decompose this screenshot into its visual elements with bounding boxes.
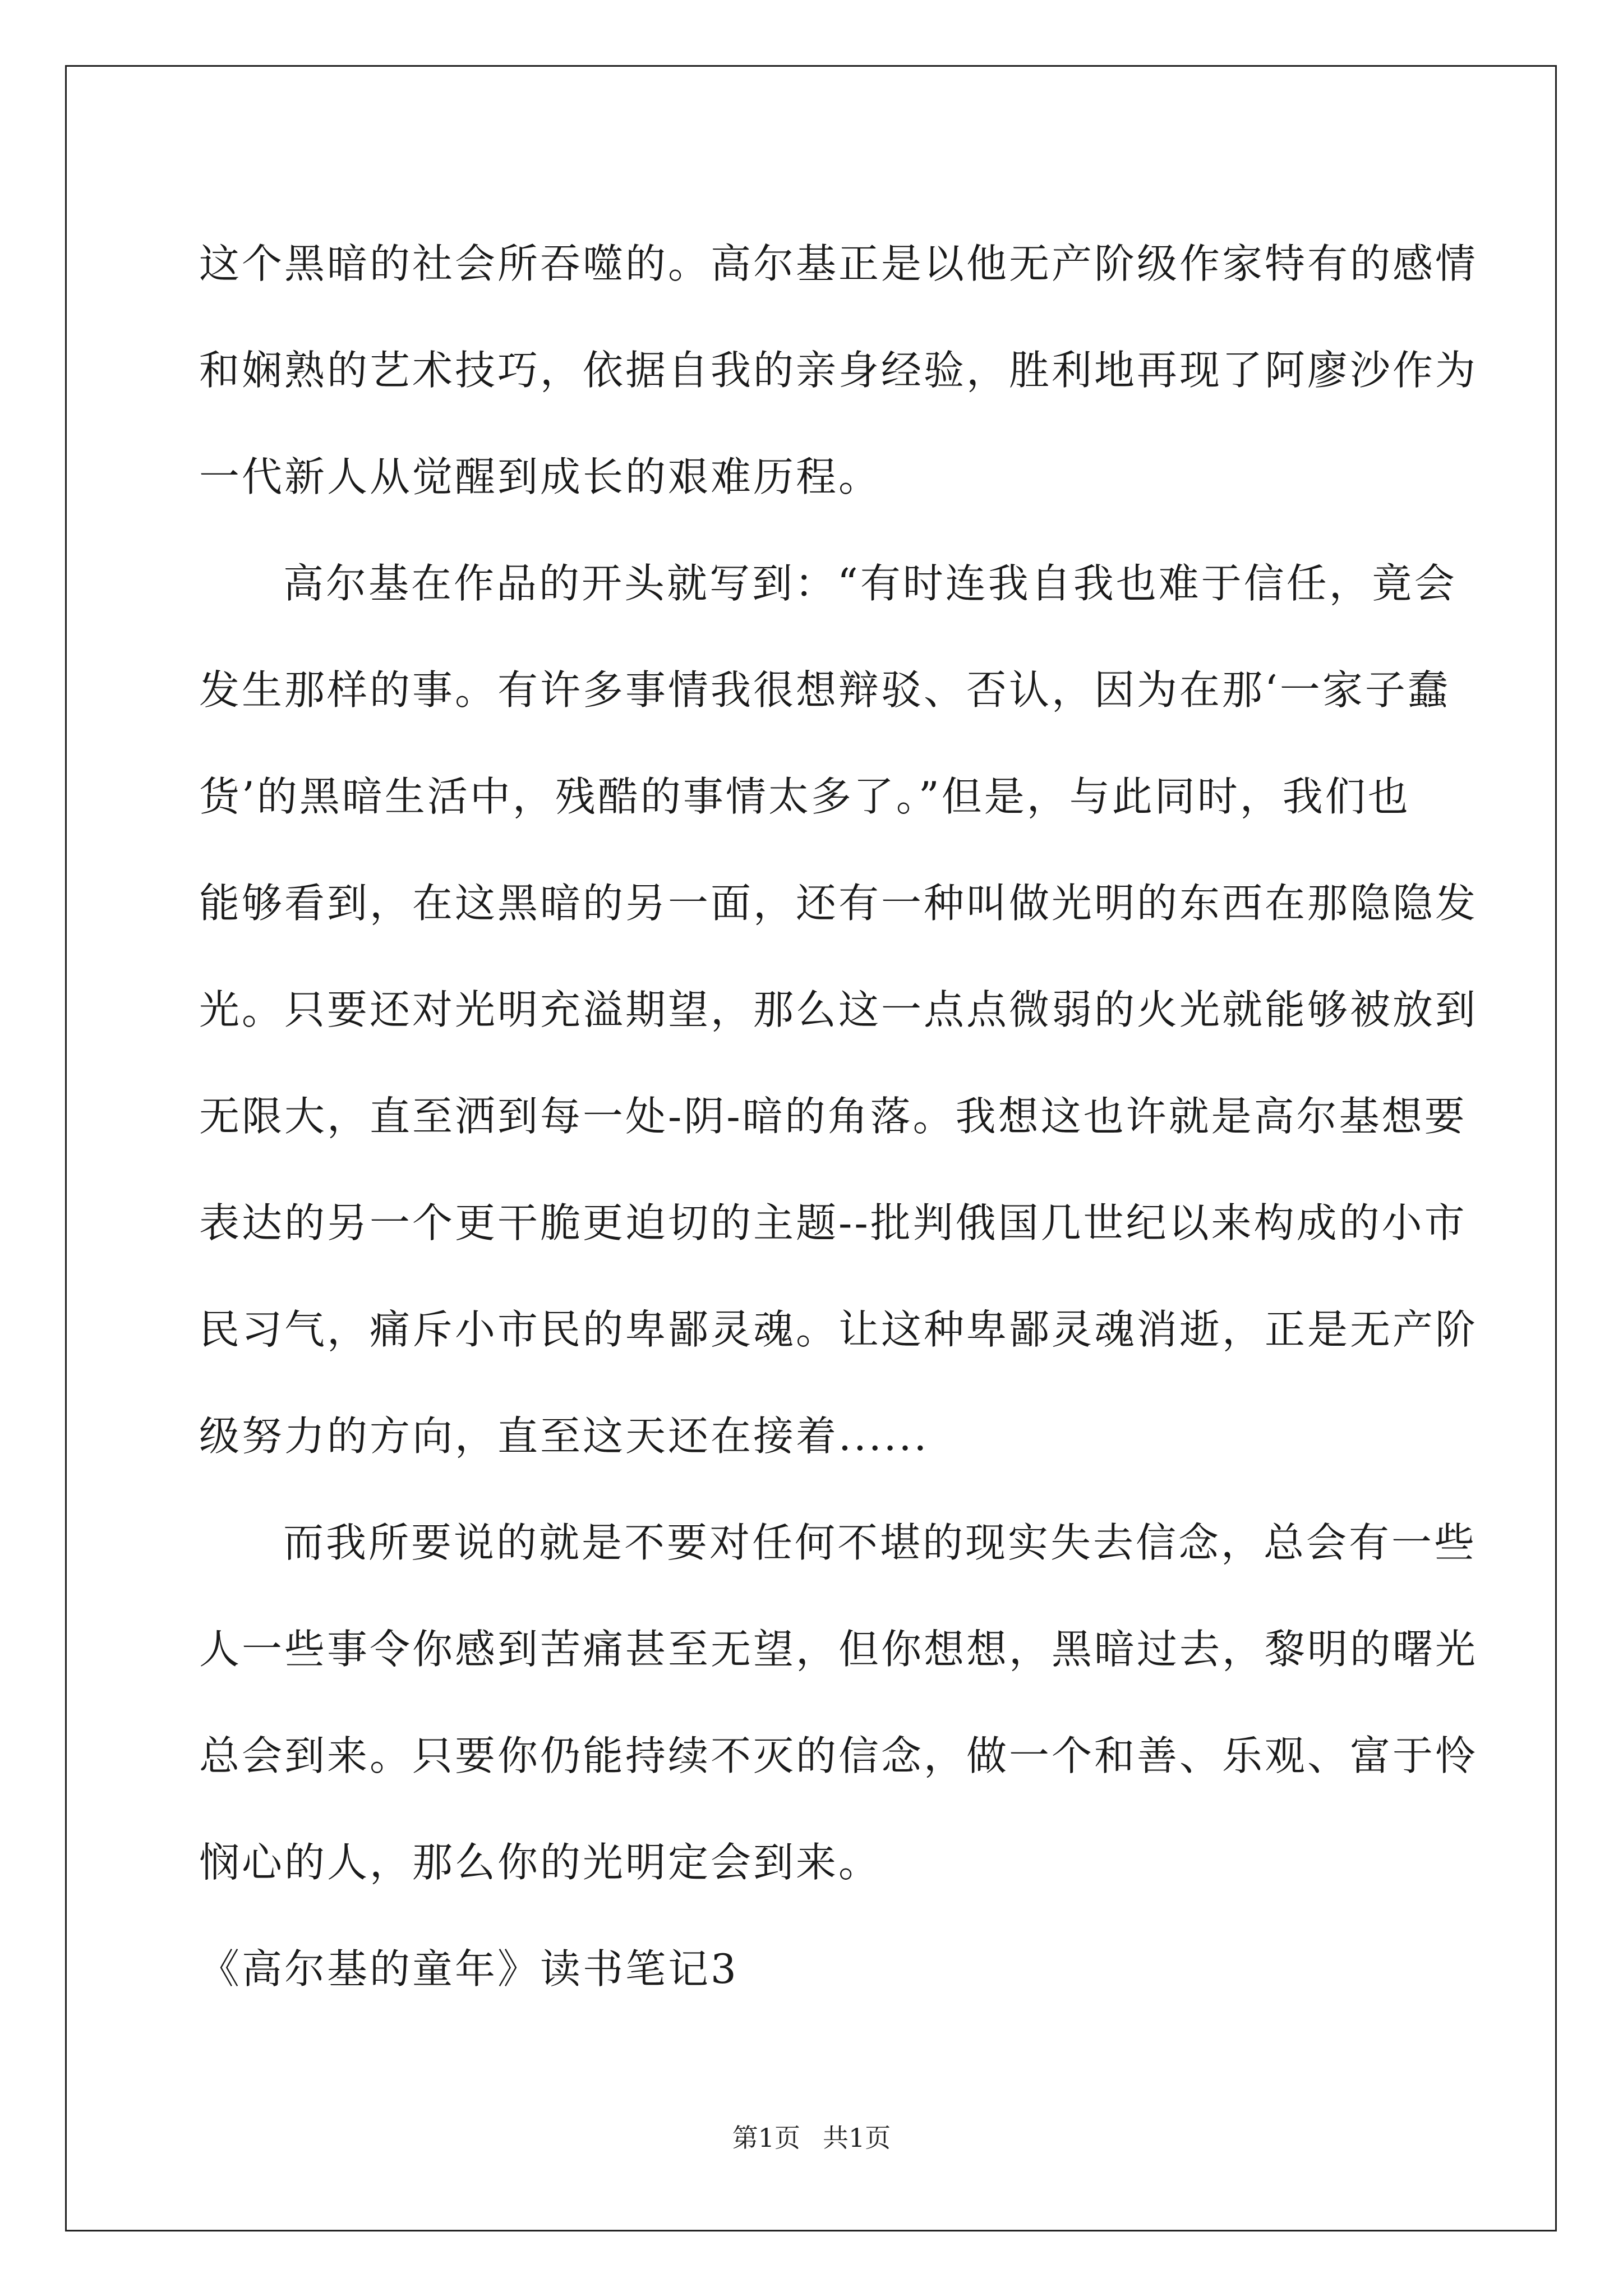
text-line: 光。只要还对光明充溢期望，那么这一点点微弱的火光就能够被放到	[199, 986, 1478, 1033]
text-line: 悯心的人，那么你的光明定会到来。	[199, 1839, 882, 1886]
text-line: 发生那样的事。有许多事情我很想辩驳、否认，因为在那‘一家子蠢	[199, 666, 1450, 714]
text-line: 民习气，痛斥小市民的卑鄙灵魂。让这种卑鄙灵魂消逝，正是无产阶	[199, 1306, 1478, 1353]
text-line: 货’的黑暗生活中，残酷的事情太多了。”但是，与此同时，我们也	[199, 773, 1410, 820]
text-line: 一代新人从觉醒到成长的艰难历程。	[199, 453, 882, 500]
text-line: 人一些事令你感到苦痛甚至无望，但你想想，黑暗过去，黎明的曙光	[199, 1626, 1478, 1673]
text-line: 表达的另一个更干脆更迫切的主题--批判俄国几世纪以来构成的小市	[199, 1199, 1467, 1246]
document-body	[199, 210, 1478, 2022]
page-number-current: 第1页	[732, 2123, 800, 2153]
text-line: 总会到来。只要你仍能持续不灭的信念，做一个和善、乐观、富于怜	[199, 1732, 1478, 1779]
text-line: 而我所要说的就是不要对任何不堪的现实失去信念，总会有一些	[283, 1519, 1477, 1566]
page-number-total: 共1页	[823, 2123, 891, 2153]
text-line: 无限大，直至洒到每一处-阴-暗的角落。我想这也许就是高尔基想要	[199, 1093, 1467, 1140]
text-line: 这个黑暗的社会所吞噬的。高尔基正是以他无产阶级作家特有的感情	[199, 240, 1478, 287]
text-line: 能够看到，在这黑暗的另一面，还有一种叫做光明的东西在那隐隐发	[199, 880, 1478, 927]
section-heading: 《高尔基的童年》读书笔记3	[199, 1945, 739, 1993]
text-line: 高尔基在作品的开头就写到：“有时连我自我也难于信任，竟会	[283, 560, 1457, 607]
text-line: 和娴熟的艺术技巧，依据自我的亲身经验，胜利地再现了阿廖沙作为	[199, 347, 1478, 394]
page-footer	[0, 2118, 1623, 2155]
text-line: 级努力的方向，直至这天还在接着......	[199, 1412, 929, 1460]
